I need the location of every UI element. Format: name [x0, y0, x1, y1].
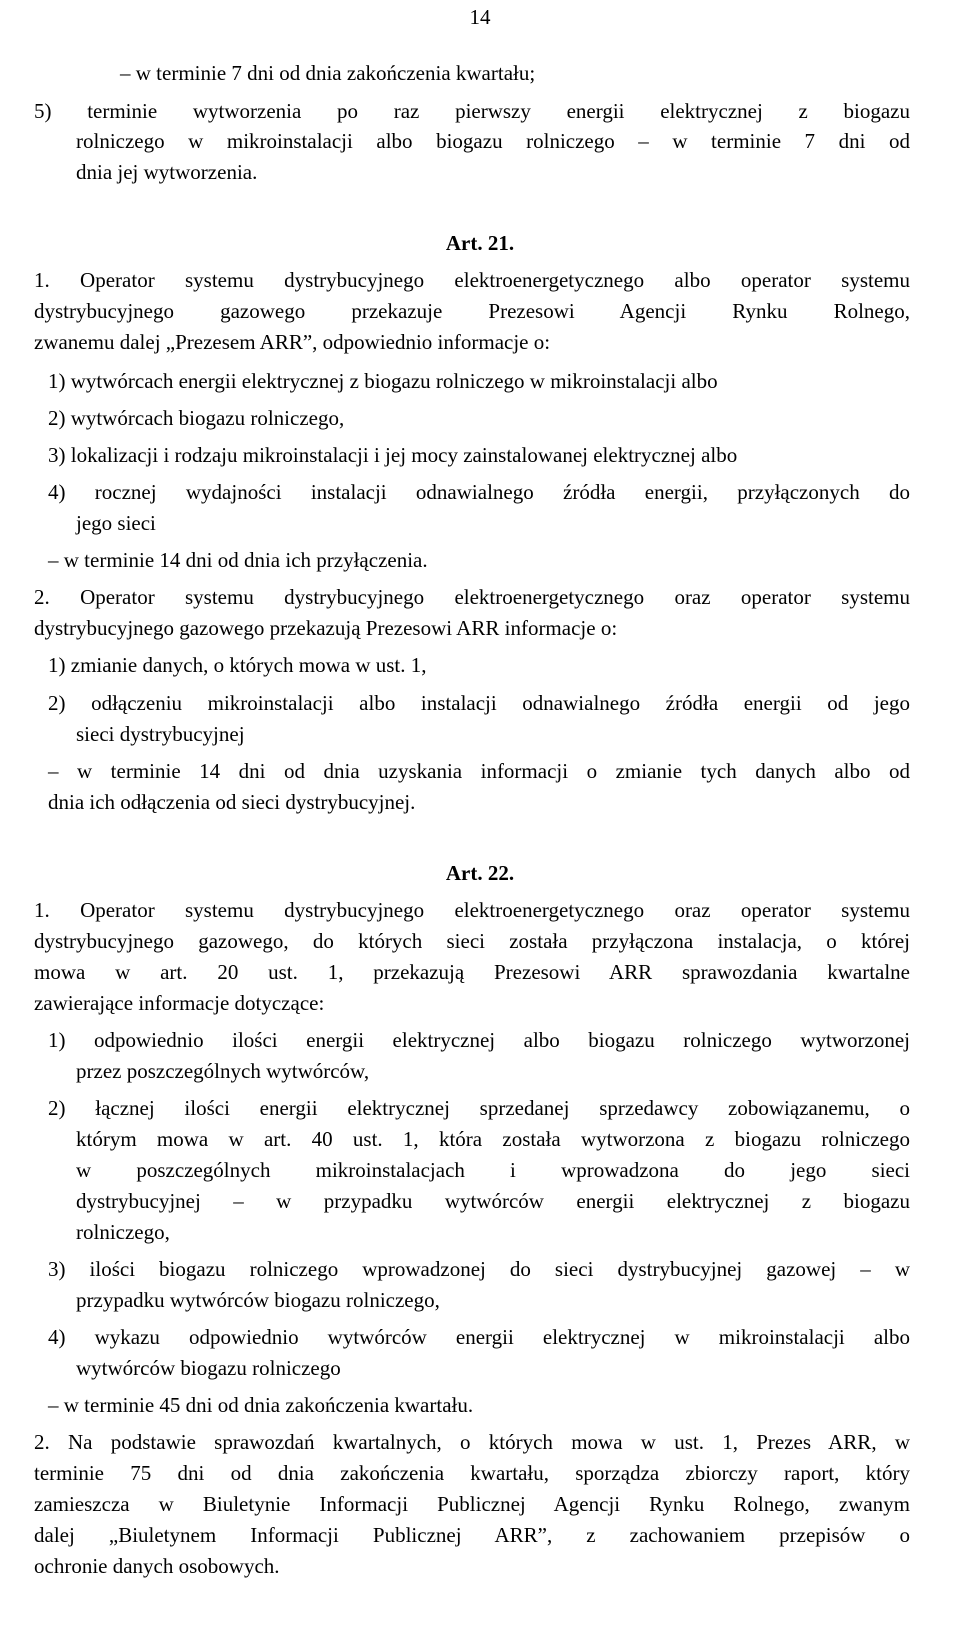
text-line: zawierające informacje dotyczące: — [34, 991, 325, 1015]
text-line: 2. Operator systemu dystrybucyjnego elektroenergetycznego oraz operator systemu — [34, 585, 910, 609]
text-line: dystrybucyjnego gazowego, do których sieci została przyłączona instalacja, o której — [34, 929, 910, 953]
list-item: 1) odpowiednio ilości energii elektrycznej albo biogazu rolniczego wytworzonej — [48, 1028, 910, 1052]
text-line: dystrybucyjnego gazowego przekazują Prezesowi ARR informacje o: — [34, 616, 618, 640]
text-line: – w terminie 14 dni od dnia ich przyłączenia. — [48, 548, 428, 572]
list-item: 1) wytwórcach energii elektrycznej z biogazu rolniczego w mikroinstalacji albo — [48, 369, 718, 393]
text-line: 2. Na podstawie sprawozdań kwartalnych, o których mowa w ust. 1, Prezes ARR, w — [34, 1430, 910, 1454]
text-line: dnia ich odłączenia od sieci dystrybucyjnej. — [48, 790, 416, 814]
list-item: 4) rocznej wydajności instalacji odnawialnego źródła energii, przyłączonych do — [48, 480, 910, 504]
text-line: 5) terminie wytworzenia po raz pierwszy energii elektrycznej z biogazu — [34, 99, 910, 123]
text-line: 1. Operator systemu dystrybucyjnego elektroenergetycznego albo operator systemu — [34, 268, 910, 292]
text-line: sieci dystrybucyjnej — [76, 722, 245, 746]
text-line: – w terminie 7 dni od dnia zakończenia kwartału; — [120, 61, 536, 85]
text-line: dalej „Biuletynem Informacji Publicznej ARR”, z zachowaniem przepisów o — [34, 1523, 910, 1547]
text-line: zwanemu dalej „Prezesem ARR”, odpowiednio informacje o: — [34, 330, 551, 354]
text-line: 1. Operator systemu dystrybucyjnego elektroenergetycznego oraz operator systemu — [34, 898, 910, 922]
text-line: – w terminie 45 dni od dnia zakończenia kwartału. — [48, 1393, 474, 1417]
text-line: przez poszczególnych wytwórców, — [76, 1059, 370, 1083]
text-line: – w terminie 14 dni od dnia uzyskania informacji o zmianie tych danych albo od — [48, 759, 910, 783]
list-item: 2) wytwórcach biogazu rolniczego, — [48, 406, 345, 430]
text-line: rolniczego, — [76, 1220, 170, 1244]
article-heading: Art. 22. — [445, 861, 515, 885]
article-heading: Art. 21. — [445, 231, 515, 255]
text-line: w poszczególnych mikroinstalacjach i wprowadzona do jego sieci — [76, 1158, 910, 1182]
text-line: którym mowa w art. 40 ust. 1, która została wytworzona z biogazu rolniczego — [76, 1127, 910, 1151]
text-line: jego sieci — [76, 511, 156, 535]
text-line: dnia jej wytworzenia. — [76, 160, 258, 184]
list-item: 1) zmianie danych, o których mowa w ust. 1, — [48, 653, 427, 677]
list-item: 2) łącznej ilości energii elektrycznej sprzedanej sprzedawcy zobowiązanemu, o — [48, 1096, 910, 1120]
text-line: przypadku wytwórców biogazu rolniczego, — [76, 1288, 440, 1312]
text-line: terminie 75 dni od dnia zakończenia kwartału, sporządza zbiorczy raport, który — [34, 1461, 910, 1485]
text-line: ochronie danych osobowych. — [34, 1554, 280, 1578]
list-item: 3) ilości biogazu rolniczego wprowadzonej do sieci dystrybucyjnej gazowej – w — [48, 1257, 910, 1281]
list-item: 4) wykazu odpowiednio wytwórców energii elektrycznej w mikroinstalacji albo — [48, 1325, 910, 1349]
text-line: rolniczego w mikroinstalacji albo biogazu rolniczego – w terminie 7 dni od — [76, 129, 910, 153]
page-number: 14 — [469, 5, 491, 29]
text-line: wytwórców biogazu rolniczego — [76, 1356, 341, 1380]
list-item: 3) lokalizacji i rodzaju mikroinstalacji i jej mocy zainstalowanej elektrycznej albo — [48, 443, 738, 467]
text-line: zamieszcza w Biuletynie Informacji Publicznej Agencji Rynku Rolnego, zwanym — [34, 1492, 910, 1516]
text-line: mowa w art. 20 ust. 1, przekazują Prezesowi ARR sprawozdania kwartalne — [34, 960, 910, 984]
text-line: dystrybucyjnej – w przypadku wytwórców energii elektrycznej z biogazu — [76, 1189, 910, 1213]
list-item: 2) odłączeniu mikroinstalacji albo instalacji odnawialnego źródła energii od jego — [48, 691, 910, 715]
text-line: dystrybucyjnego gazowego przekazuje Prezesowi Agencji Rynku Rolnego, — [34, 299, 910, 323]
